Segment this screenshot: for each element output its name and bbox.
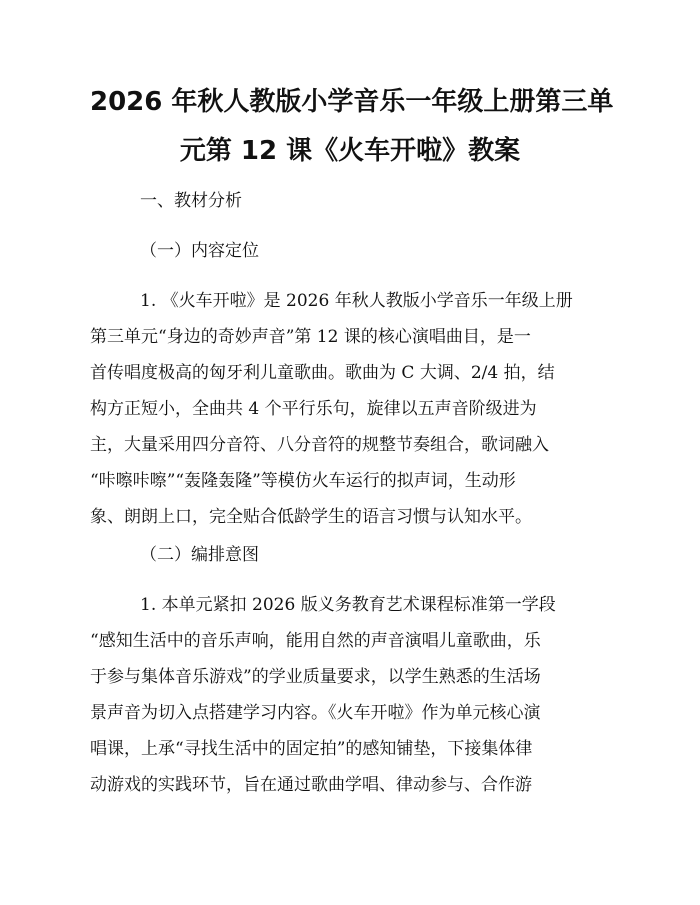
paragraph-1-line: 构方正短小，全曲共 4 个平行乐句，旋律以五声音阶级进为	[90, 399, 537, 419]
paragraph-2-line: 于参与集体音乐游戏”的学业质量要求，以学生熟悉的生活场	[90, 667, 541, 687]
paragraph-1-line: 主，大量采用四分音符、八分音符的规整节奏组合，歌词融入	[90, 435, 549, 455]
paragraph-2-line: 1. 本单元紧扣 2026 版义务教育艺术课程标准第一学段	[140, 595, 556, 615]
paragraph-1-line: 第三单元“身边的奇妙声音”第 12 课的核心演唱曲目，是一	[90, 327, 531, 347]
paragraph-2-line: 唱课，上承“寻找生活中的固定拍”的感知铺垫，下接集体律	[90, 739, 533, 759]
paragraph-1-line: 首传唱度极高的匈牙利儿童歌曲。歌曲为 C 大调、2/4 拍，结	[90, 363, 555, 383]
subsection-heading-arrangement-intent: （二）编排意图	[140, 545, 259, 565]
document-title-line-2: 元第 12 课《火车开啦》教案	[179, 136, 521, 166]
paragraph-1-line: 1. 《火车开啦》是 2026 年秋人教版小学音乐一年级上册	[140, 291, 573, 311]
subsection-heading-content-positioning: （一）内容定位	[140, 241, 259, 261]
paragraph-2-line: “感知生活中的音乐声响，能用自然的声音演唱儿童歌曲，乐	[90, 631, 541, 651]
paragraph-2-line: 动游戏的实践环节，旨在通过歌曲学唱、律动参与、合作游	[90, 775, 532, 795]
paragraph-1-line: 象、朗朗上口，完全贴合低龄学生的语言习惯与认知水平。	[90, 507, 532, 527]
section-heading-textbook-analysis: 一、教材分析	[140, 191, 242, 211]
paragraph-1-line: “咔嚓咔嚓”“轰隆轰隆”等模仿火车运行的拟声词，生动形	[90, 471, 516, 491]
document-title-line-1: 2026 年秋人教版小学音乐一年级上册第三单	[90, 87, 614, 117]
paragraph-2-line: 景声音为切入点搭建学习内容。《火车开啦》作为单元核心演	[90, 703, 541, 723]
